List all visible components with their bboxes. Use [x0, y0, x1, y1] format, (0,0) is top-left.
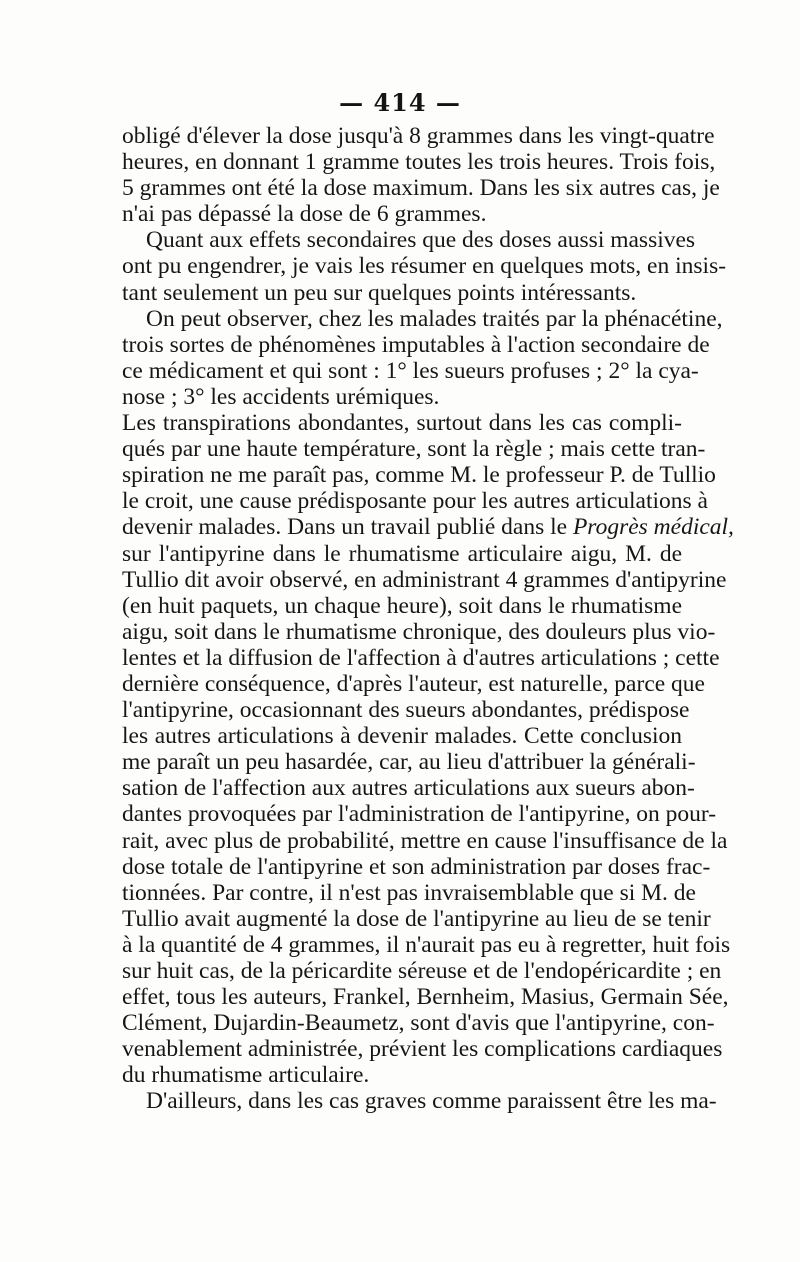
body-text — [122, 123, 734, 1115]
text-line — [122, 879, 696, 906]
text-line — [122, 331, 710, 358]
text-line-content: Tullio dit avoir observé, en administrant 4 grammes d'antipyrine — [122, 566, 727, 593]
text-line-content: sur huit cas, de la péricardite séreuse et de l'endopéricardite ; en — [122, 958, 722, 984]
text-line — [122, 984, 729, 1011]
text-line-content: venablement administrée, prévient les complications cardiaques — [122, 1036, 723, 1063]
text-line — [122, 436, 706, 463]
text-line-content: du rhumatisme articulaire. — [122, 1062, 370, 1089]
text-line — [122, 931, 731, 958]
text-line-content: Les transpirations abondantes, surtout dans les cas compli- — [122, 410, 682, 437]
text-line — [122, 593, 682, 619]
text-line — [122, 644, 720, 671]
text-line — [122, 227, 696, 254]
text-line — [122, 670, 705, 697]
text-line-content: me paraît un peu hasardée, car, au lieu d'attribuer la générali- — [122, 749, 696, 776]
text-line-content: aigu, soit dans le rhumatisme chronique, des douleurs plus vio- — [122, 618, 716, 645]
text-line-content: sation de l'affection aux autres articulations aux sueurs abon- — [122, 775, 695, 802]
text-line — [122, 775, 695, 802]
text-line-content: tionnées. Par contre, il n'est pas invraisemblable que si M. de — [122, 879, 696, 906]
text-line — [122, 541, 682, 567]
text-line — [122, 723, 682, 749]
text-line — [122, 305, 723, 332]
text-line-content: spiration ne me paraît pas, comme M. le professeur P. de Tullio — [122, 462, 716, 489]
text-line-content: Quant aux effets secondaires que des doses aussi massives — [146, 227, 696, 254]
text-line-content: tant seulement un peu sur quelques points intéressants. — [122, 279, 637, 306]
text-line — [122, 514, 734, 541]
text-line-content: sur l'antipyrine dans le rhumatisme articulaire aigu, M. de — [122, 540, 682, 567]
text-line-content: obligé d'élever la dose jusqu'à 8 grammes dans les vingt-quatre — [122, 123, 715, 149]
page-number: — 414 — — [339, 88, 461, 117]
text-line — [122, 384, 682, 410]
text-line-content: le croit, une cause prédisposante pour les autres articulations à — [122, 488, 708, 515]
text-line-content: Clément, Dujardin-Beaumetz, sont d'avis que l'antipyrine, con- — [122, 1010, 715, 1037]
text-line-content: trois sortes de phénomènes imputables à l'action secondaire de — [122, 331, 710, 358]
text-line-content: Tullio avait augmenté la dose de l'antipyrine au lieu de se tenir — [122, 905, 711, 932]
text-line — [122, 827, 728, 854]
text-line — [122, 201, 682, 227]
text-line — [122, 357, 699, 384]
text-line-content: ont pu engendrer, je vais les résumer en quelques mots, en insis- — [122, 253, 727, 280]
text-line-content: On peut observer, chez les malades traités par la phénacétine, — [146, 305, 723, 332]
text-line-content: D'ailleurs, dans les cas graves comme paraissent être les ma- — [146, 1088, 717, 1115]
text-line — [122, 1010, 715, 1037]
text-line-content: n'ai pas dépassé la dose de 6 grammes. — [122, 201, 487, 228]
text-line — [122, 801, 717, 828]
text-line-content: dernière conséquence, d'après l'auteur, est naturelle, parce que — [122, 670, 705, 697]
text-line — [122, 123, 715, 149]
text-line — [122, 410, 682, 436]
text-line-content: ce médicament et qui sont : 1° les sueurs profuses ; 2° la cya- — [122, 357, 699, 384]
text-line — [122, 697, 690, 724]
text-line — [122, 1088, 717, 1115]
text-line — [122, 618, 716, 645]
text-line — [122, 253, 727, 280]
text-line-content: lentes et la diffusion de l'affection à d'autres articulations ; cette — [122, 644, 720, 671]
text-line-content: heures, en donnant 1 gramme toutes les trois heures. Trois fois, — [122, 149, 716, 176]
text-line-content: nose ; 3° les accidents urémiques. — [122, 383, 440, 410]
text-line — [122, 462, 716, 489]
text-line — [122, 280, 682, 306]
text-line-content: (en huit paquets, un chaque heure), soit dans le rhumatisme — [122, 592, 682, 619]
text-line — [122, 566, 727, 593]
text-line — [122, 1062, 682, 1088]
text-line-content: qués par une haute température, sont la règle ; mais cette tran- — [122, 436, 706, 463]
text-line-content: devenir malades. Dans un travail publié dans le — [122, 514, 573, 541]
text-line-content: rait, avec plus de probabilité, mettre en cause l'insuffisance de la — [122, 827, 728, 854]
text-line-content: 5 grammes ont été la dose maximum. Dans les six autres cas, je — [122, 175, 720, 202]
text-line — [122, 175, 720, 202]
italic-title: Progrès médical, — [572, 514, 734, 541]
text-line — [122, 1036, 723, 1063]
text-line-content: dose totale de l'antipyrine et son administration par doses frac- — [122, 853, 711, 880]
text-line-content: l'antipyrine, occasionnant des sueurs abondantes, prédispose — [122, 697, 690, 724]
text-line-content: effet, tous les auteurs, Frankel, Bernheim, Masius, Germain Sée, — [122, 984, 729, 1011]
text-line-content: dantes provoquées par l'administration de l'antipyrine, on pour- — [122, 801, 717, 828]
text-line — [122, 149, 716, 176]
text-line — [122, 853, 711, 880]
text-line — [122, 488, 708, 515]
text-line — [122, 958, 722, 984]
text-line-content: à la quantité de 4 grammes, il n'aurait pas eu à regretter, huit fois — [122, 931, 731, 958]
text-line-content: les autres articulations à devenir malades. Cette conclusion — [122, 723, 682, 750]
text-line — [122, 749, 696, 776]
text-line — [122, 905, 711, 932]
